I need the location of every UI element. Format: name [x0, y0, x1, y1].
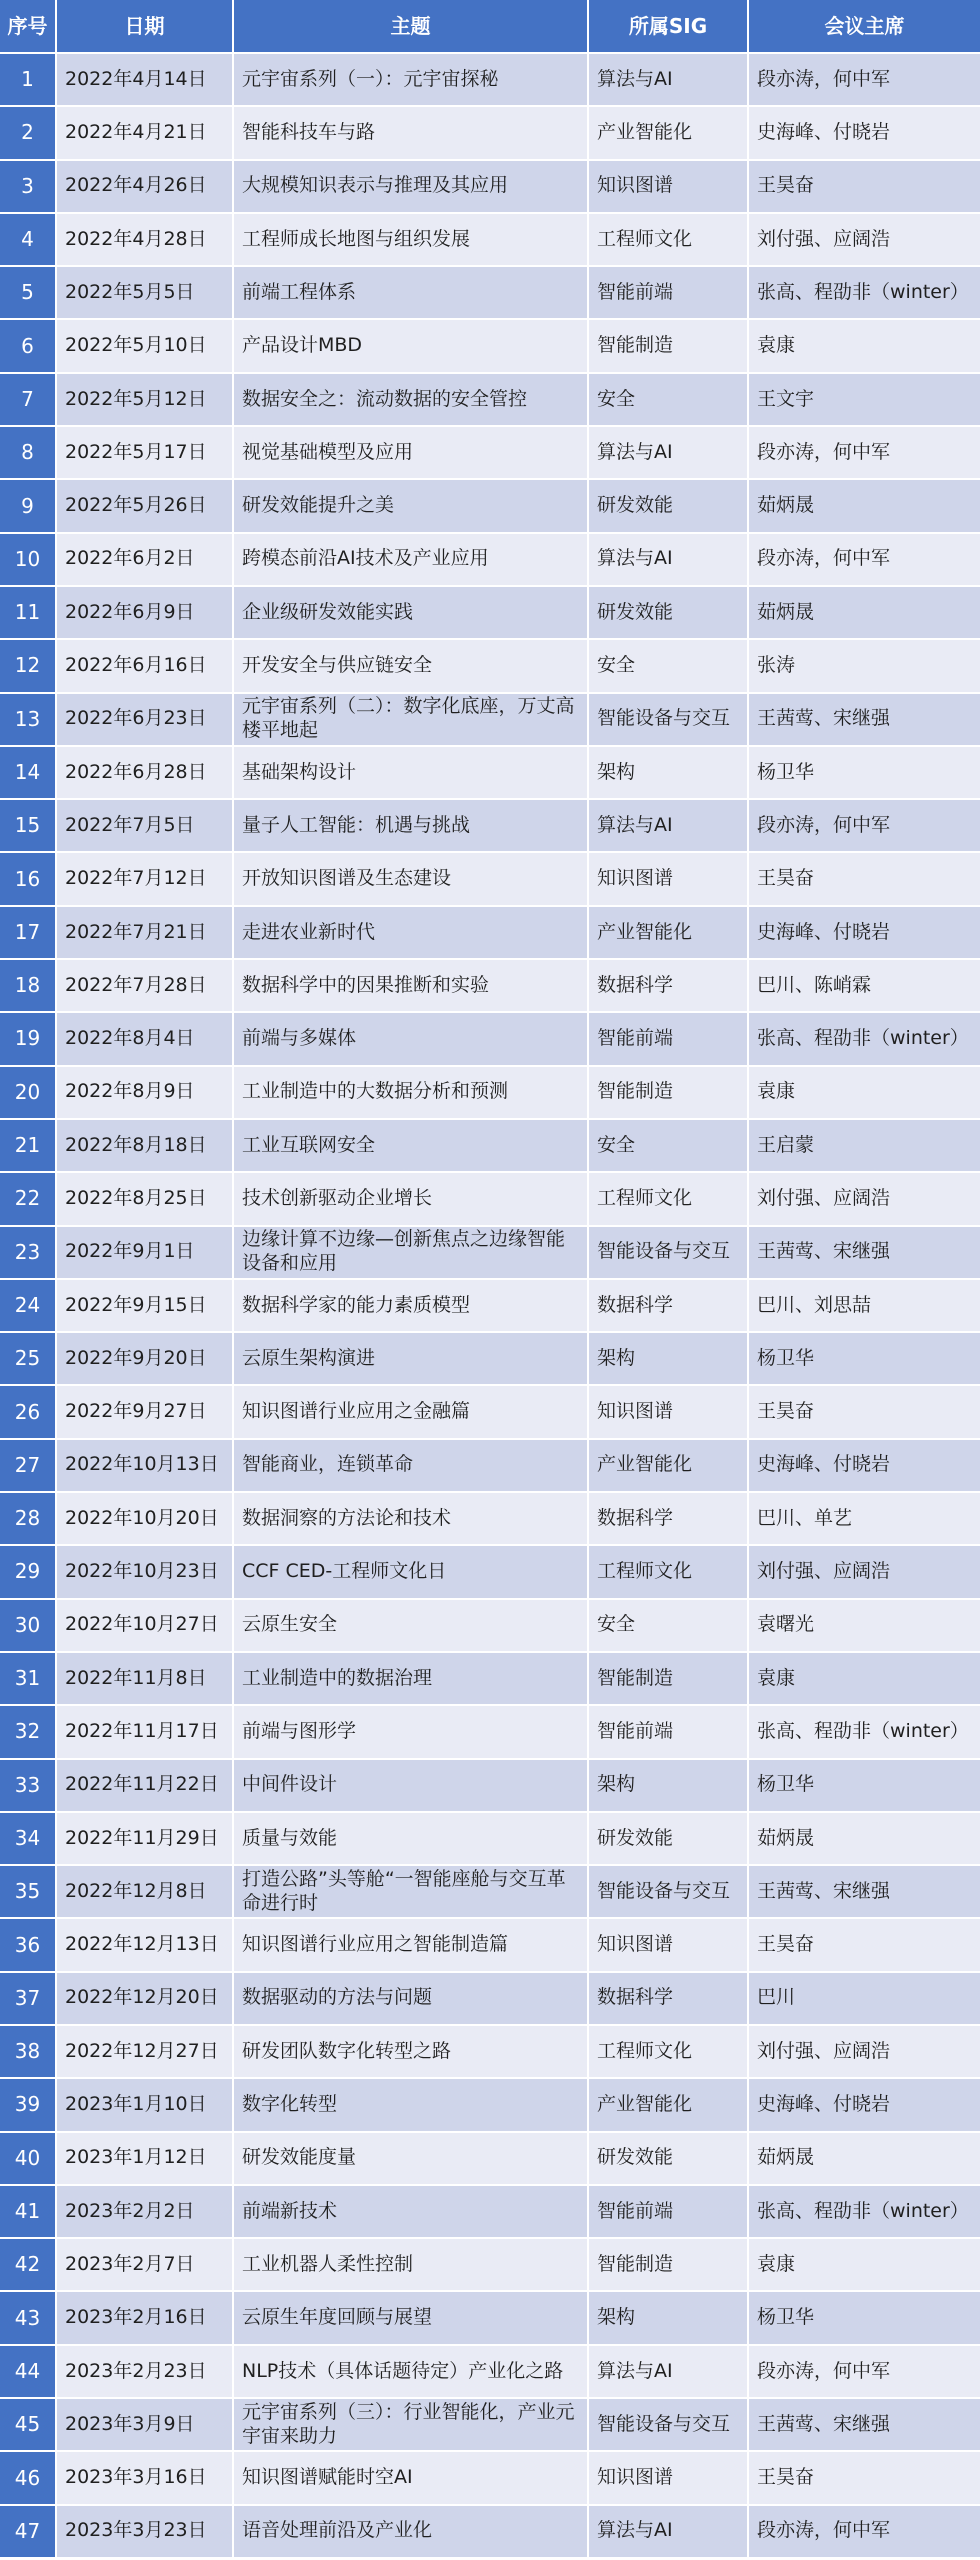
- row-topic: 开放知识图谱及生态建设: [234, 853, 589, 906]
- row-sig: 数据科学: [589, 960, 749, 1013]
- row-chair: 王昊奋: [749, 1919, 980, 1972]
- row-chair: 王茜莺、宋继强: [749, 2399, 980, 2452]
- row-topic: 知识图谱行业应用之智能制造篇: [234, 1919, 589, 1972]
- row-topic: 数据科学家的能力素质模型: [234, 1280, 589, 1333]
- header-sig: 所属SIG: [589, 0, 749, 54]
- table-row: [0, 2292, 980, 2345]
- row-chair: 袁康: [749, 1653, 980, 1706]
- row-topic: 云原生架构演进: [234, 1333, 589, 1386]
- row-chair: 刘付强、应阔浩: [749, 214, 980, 267]
- row-chair: 史海峰、付晓岩: [749, 1440, 980, 1493]
- row-topic: 工业制造中的数据治理: [234, 1653, 589, 1706]
- row-chair: 段亦涛，何中军: [749, 54, 980, 107]
- row-chair: 王茜莺、宋继强: [749, 1866, 980, 1919]
- row-topic: 知识图谱赋能时空AI: [234, 2452, 589, 2505]
- row-chair: 段亦涛，何中军: [749, 427, 980, 480]
- row-topic: 量子人工智能：机遇与挑战: [234, 800, 589, 853]
- row-topic: 数据驱动的方法与问题: [234, 1973, 589, 2026]
- row-date: 2022年12月8日: [57, 1866, 234, 1919]
- row-chair: 茹炳晟: [749, 2133, 980, 2186]
- row-sig: 知识图谱: [589, 2452, 749, 2505]
- row-sig: 智能前端: [589, 1013, 749, 1066]
- row-index: 23: [0, 1227, 57, 1280]
- row-date: 2022年4月28日: [57, 214, 234, 267]
- row-date: 2022年8月25日: [57, 1173, 234, 1226]
- row-date: 2023年2月7日: [57, 2239, 234, 2292]
- row-chair: 袁康: [749, 2239, 980, 2292]
- table-row: [0, 2399, 980, 2452]
- row-sig: 算法与AI: [589, 427, 749, 480]
- table-row: [0, 1280, 980, 1333]
- row-date: 2023年2月23日: [57, 2346, 234, 2399]
- row-index: 45: [0, 2399, 57, 2452]
- row-index: 15: [0, 800, 57, 853]
- table-row: [0, 1919, 980, 1972]
- row-topic: 研发效能提升之美: [234, 480, 589, 533]
- row-topic: 前端与图形学: [234, 1706, 589, 1759]
- row-date: 2022年5月12日: [57, 374, 234, 427]
- row-topic: 研发团队数字化转型之路: [234, 2026, 589, 2079]
- row-date: 2022年9月15日: [57, 1280, 234, 1333]
- row-date: 2022年7月21日: [57, 907, 234, 960]
- row-sig: 架构: [589, 1760, 749, 1813]
- row-date: 2022年5月17日: [57, 427, 234, 480]
- row-index: 44: [0, 2346, 57, 2399]
- table-row: [0, 427, 980, 480]
- row-date: 2022年4月26日: [57, 161, 234, 214]
- table-row: [0, 1227, 980, 1280]
- row-sig: 安全: [589, 1120, 749, 1173]
- row-topic: 知识图谱行业应用之金融篇: [234, 1386, 589, 1439]
- table-body: [0, 54, 980, 2559]
- row-date: 2023年2月16日: [57, 2292, 234, 2345]
- row-date: 2023年2月2日: [57, 2186, 234, 2239]
- row-topic: 边缘计算不边缘—创新焦点之边缘智能设备和应用: [234, 1227, 589, 1280]
- row-topic: 企业级研发效能实践: [234, 587, 589, 640]
- table-row: [0, 587, 980, 640]
- row-date: 2022年8月4日: [57, 1013, 234, 1066]
- row-index: 29: [0, 1546, 57, 1599]
- row-topic: 跨模态前沿AI技术及产业应用: [234, 534, 589, 587]
- header-topic: 主题: [234, 0, 589, 54]
- row-chair: 段亦涛，何中军: [749, 800, 980, 853]
- row-index: 46: [0, 2452, 57, 2505]
- row-sig: 工程师文化: [589, 2026, 749, 2079]
- row-index: 14: [0, 747, 57, 800]
- row-topic: 元宇宙系列（一）：元宇宙探秘: [234, 54, 589, 107]
- row-date: 2022年10月20日: [57, 1493, 234, 1546]
- table-row: [0, 1760, 980, 1813]
- row-topic: 质量与效能: [234, 1813, 589, 1866]
- table-row: [0, 2506, 980, 2559]
- row-sig: 安全: [589, 640, 749, 693]
- row-sig: 产业智能化: [589, 907, 749, 960]
- row-date: 2022年4月14日: [57, 54, 234, 107]
- table-header-row: [0, 0, 980, 54]
- row-topic: 工业制造中的大数据分析和预测: [234, 1067, 589, 1120]
- row-date: 2023年1月10日: [57, 2079, 234, 2132]
- row-topic: 工业机器人柔性控制: [234, 2239, 589, 2292]
- row-index: 34: [0, 1813, 57, 1866]
- row-index: 11: [0, 587, 57, 640]
- row-topic: 前端工程体系: [234, 267, 589, 320]
- table-row: [0, 1120, 980, 1173]
- row-topic: 技术创新驱动企业增长: [234, 1173, 589, 1226]
- header-index: 序号: [0, 0, 57, 54]
- row-topic: 工业互联网安全: [234, 1120, 589, 1173]
- row-sig: 算法与AI: [589, 2506, 749, 2559]
- row-date: 2023年3月23日: [57, 2506, 234, 2559]
- row-sig: 智能制造: [589, 1653, 749, 1706]
- row-topic: 云原生年度回顾与展望: [234, 2292, 589, 2345]
- row-index: 21: [0, 1120, 57, 1173]
- row-chair: 张高、程劭非（winter）: [749, 267, 980, 320]
- row-date: 2022年6月9日: [57, 587, 234, 640]
- row-topic: 数据洞察的方法论和技术: [234, 1493, 589, 1546]
- row-date: 2022年6月2日: [57, 534, 234, 587]
- row-index: 17: [0, 907, 57, 960]
- row-date: 2022年6月28日: [57, 747, 234, 800]
- row-topic: 产品设计MBD: [234, 320, 589, 373]
- row-index: 7: [0, 374, 57, 427]
- row-topic: 前端新技术: [234, 2186, 589, 2239]
- row-sig: 数据科学: [589, 1973, 749, 2026]
- row-sig: 数据科学: [589, 1280, 749, 1333]
- row-topic: 研发效能度量: [234, 2133, 589, 2186]
- row-sig: 算法与AI: [589, 54, 749, 107]
- row-topic: 智能科技车与路: [234, 107, 589, 160]
- row-date: 2023年3月9日: [57, 2399, 234, 2452]
- row-chair: 巴川: [749, 1973, 980, 2026]
- row-topic: 智能商业，连锁革命: [234, 1440, 589, 1493]
- row-index: 1: [0, 54, 57, 107]
- table-row: [0, 1706, 980, 1759]
- row-date: 2022年12月13日: [57, 1919, 234, 1972]
- table-row: [0, 1013, 980, 1066]
- row-topic: 基础架构设计: [234, 747, 589, 800]
- row-topic: 数字化转型: [234, 2079, 589, 2132]
- row-sig: 架构: [589, 1333, 749, 1386]
- table-row: [0, 480, 980, 533]
- row-date: 2022年8月18日: [57, 1120, 234, 1173]
- row-date: 2022年5月10日: [57, 320, 234, 373]
- row-topic: 大规模知识表示与推理及其应用: [234, 161, 589, 214]
- row-index: 31: [0, 1653, 57, 1706]
- row-sig: 数据科学: [589, 1493, 749, 1546]
- table-row: [0, 747, 980, 800]
- row-index: 26: [0, 1386, 57, 1439]
- row-chair: 刘付强、应阔浩: [749, 1546, 980, 1599]
- row-chair: 袁康: [749, 320, 980, 373]
- row-index: 8: [0, 427, 57, 480]
- row-sig: 智能前端: [589, 1706, 749, 1759]
- row-index: 32: [0, 1706, 57, 1759]
- row-index: 33: [0, 1760, 57, 1813]
- table-row: [0, 2133, 980, 2186]
- row-index: 28: [0, 1493, 57, 1546]
- table-row: [0, 54, 980, 107]
- table-row: [0, 320, 980, 373]
- table-row: [0, 694, 980, 747]
- row-index: 4: [0, 214, 57, 267]
- table-row: [0, 1173, 980, 1226]
- row-sig: 研发效能: [589, 1813, 749, 1866]
- row-chair: 段亦涛，何中军: [749, 534, 980, 587]
- row-date: 2022年9月27日: [57, 1386, 234, 1439]
- row-chair: 袁康: [749, 1067, 980, 1120]
- row-topic: 中间件设计: [234, 1760, 589, 1813]
- table-row: [0, 374, 980, 427]
- row-sig: 研发效能: [589, 2133, 749, 2186]
- row-date: 2022年12月27日: [57, 2026, 234, 2079]
- row-index: 36: [0, 1919, 57, 1972]
- row-date: 2022年6月16日: [57, 640, 234, 693]
- row-topic: 云原生安全: [234, 1600, 589, 1653]
- row-chair: 张高、程劭非（winter）: [749, 1706, 980, 1759]
- table-row: [0, 853, 980, 906]
- table-row: [0, 2186, 980, 2239]
- row-sig: 知识图谱: [589, 1386, 749, 1439]
- table-row: [0, 214, 980, 267]
- row-date: 2022年11月22日: [57, 1760, 234, 1813]
- row-sig: 研发效能: [589, 480, 749, 533]
- table-row: [0, 2026, 980, 2079]
- table-row: [0, 960, 980, 1013]
- header-date: 日期: [57, 0, 234, 54]
- table-row: [0, 1386, 980, 1439]
- row-date: 2022年11月8日: [57, 1653, 234, 1706]
- row-chair: 杨卫华: [749, 1760, 980, 1813]
- row-sig: 知识图谱: [589, 161, 749, 214]
- table-row: [0, 2346, 980, 2399]
- table-row: [0, 1973, 980, 2026]
- table-row: [0, 534, 980, 587]
- row-sig: 产业智能化: [589, 2079, 749, 2132]
- table-row: [0, 1866, 980, 1919]
- table-row: [0, 2452, 980, 2505]
- row-date: 2022年7月5日: [57, 800, 234, 853]
- row-date: 2022年9月20日: [57, 1333, 234, 1386]
- row-index: 12: [0, 640, 57, 693]
- row-sig: 知识图谱: [589, 1919, 749, 1972]
- table-row: [0, 2079, 980, 2132]
- row-index: 9: [0, 480, 57, 533]
- table-row: [0, 1600, 980, 1653]
- row-topic: 元宇宙系列（三）：行业智能化，产业元宇宙来助力: [234, 2399, 589, 2452]
- row-topic: 走进农业新时代: [234, 907, 589, 960]
- row-topic: 语音处理前沿及产业化: [234, 2506, 589, 2559]
- row-sig: 智能制造: [589, 2239, 749, 2292]
- row-topic: CCF CED-工程师文化日: [234, 1546, 589, 1599]
- row-index: 42: [0, 2239, 57, 2292]
- row-index: 22: [0, 1173, 57, 1226]
- row-index: 25: [0, 1333, 57, 1386]
- row-index: 20: [0, 1067, 57, 1120]
- row-date: 2023年1月12日: [57, 2133, 234, 2186]
- row-chair: 杨卫华: [749, 747, 980, 800]
- row-topic: 视觉基础模型及应用: [234, 427, 589, 480]
- row-topic: 元宇宙系列（二）：数字化底座，万丈高楼平地起: [234, 694, 589, 747]
- row-chair: 王昊奋: [749, 161, 980, 214]
- row-chair: 袁曙光: [749, 1600, 980, 1653]
- row-sig: 产业智能化: [589, 1440, 749, 1493]
- row-chair: 杨卫华: [749, 2292, 980, 2345]
- row-topic: 数据安全之：流动数据的安全管控: [234, 374, 589, 427]
- row-sig: 工程师文化: [589, 1173, 749, 1226]
- row-index: 39: [0, 2079, 57, 2132]
- row-chair: 段亦涛，何中军: [749, 2506, 980, 2559]
- table-row: [0, 907, 980, 960]
- row-chair: 张高、程劭非（winter）: [749, 2186, 980, 2239]
- row-index: 24: [0, 1280, 57, 1333]
- row-index: 43: [0, 2292, 57, 2345]
- row-topic: NLP技术（具体话题待定）产业化之路: [234, 2346, 589, 2399]
- row-chair: 王昊奋: [749, 1386, 980, 1439]
- row-chair: 张高、程劭非（winter）: [749, 1013, 980, 1066]
- row-date: 2022年6月23日: [57, 694, 234, 747]
- row-index: 3: [0, 161, 57, 214]
- row-date: 2022年10月27日: [57, 1600, 234, 1653]
- table-row: [0, 800, 980, 853]
- table-row: [0, 1067, 980, 1120]
- row-sig: 产业智能化: [589, 107, 749, 160]
- row-date: 2022年11月29日: [57, 1813, 234, 1866]
- row-topic: 数据科学中的因果推断和实验: [234, 960, 589, 1013]
- row-index: 2: [0, 107, 57, 160]
- row-chair: 刘付强、应阔浩: [749, 1173, 980, 1226]
- table-row: [0, 640, 980, 693]
- row-chair: 王昊奋: [749, 2452, 980, 2505]
- row-index: 38: [0, 2026, 57, 2079]
- table-row: [0, 1653, 980, 1706]
- row-index: 10: [0, 534, 57, 587]
- row-index: 6: [0, 320, 57, 373]
- row-sig: 智能设备与交互: [589, 694, 749, 747]
- row-sig: 架构: [589, 2292, 749, 2345]
- table-row: [0, 161, 980, 214]
- row-chair: 茹炳晟: [749, 480, 980, 533]
- row-chair: 王文宇: [749, 374, 980, 427]
- row-date: 2022年12月20日: [57, 1973, 234, 2026]
- table-row: [0, 1440, 980, 1493]
- row-sig: 智能制造: [589, 320, 749, 373]
- row-sig: 研发效能: [589, 587, 749, 640]
- row-index: 37: [0, 1973, 57, 2026]
- row-index: 18: [0, 960, 57, 1013]
- table-row: [0, 267, 980, 320]
- row-chair: 张涛: [749, 640, 980, 693]
- row-chair: 刘付强、应阔浩: [749, 2026, 980, 2079]
- row-index: 30: [0, 1600, 57, 1653]
- row-chair: 茹炳晟: [749, 1813, 980, 1866]
- row-date: 2022年10月23日: [57, 1546, 234, 1599]
- table-row: [0, 107, 980, 160]
- row-index: 47: [0, 2506, 57, 2559]
- row-chair: 王昊奋: [749, 853, 980, 906]
- row-chair: 王启蒙: [749, 1120, 980, 1173]
- row-chair: 史海峰、付晓岩: [749, 107, 980, 160]
- row-topic: 前端与多媒体: [234, 1013, 589, 1066]
- row-topic: 打造公路”头等舱“一智能座舱与交互革命进行时: [234, 1866, 589, 1919]
- row-date: 2023年3月16日: [57, 2452, 234, 2505]
- row-date: 2022年4月21日: [57, 107, 234, 160]
- row-chair: 茹炳晟: [749, 587, 980, 640]
- row-date: 2022年7月28日: [57, 960, 234, 1013]
- row-date: 2022年10月13日: [57, 1440, 234, 1493]
- row-chair: 巴川、单艺: [749, 1493, 980, 1546]
- row-sig: 安全: [589, 1600, 749, 1653]
- row-chair: 巴川、陈峭霖: [749, 960, 980, 1013]
- row-sig: 智能制造: [589, 1067, 749, 1120]
- row-sig: 算法与AI: [589, 800, 749, 853]
- row-chair: 王茜莺、宋继强: [749, 1227, 980, 1280]
- table-row: [0, 1493, 980, 1546]
- row-date: 2022年7月12日: [57, 853, 234, 906]
- header-chair: 会议主席: [749, 0, 980, 54]
- table-row: [0, 2239, 980, 2292]
- row-date: 2022年9月1日: [57, 1227, 234, 1280]
- row-topic: 工程师成长地图与组织发展: [234, 214, 589, 267]
- row-date: 2022年8月9日: [57, 1067, 234, 1120]
- row-chair: 史海峰、付晓岩: [749, 2079, 980, 2132]
- row-index: 13: [0, 694, 57, 747]
- row-sig: 智能前端: [589, 267, 749, 320]
- row-index: 41: [0, 2186, 57, 2239]
- row-sig: 智能前端: [589, 2186, 749, 2239]
- row-index: 27: [0, 1440, 57, 1493]
- row-date: 2022年5月5日: [57, 267, 234, 320]
- table-row: [0, 1333, 980, 1386]
- row-sig: 工程师文化: [589, 214, 749, 267]
- row-sig: 智能设备与交互: [589, 1227, 749, 1280]
- row-chair: 杨卫华: [749, 1333, 980, 1386]
- row-index: 40: [0, 2133, 57, 2186]
- row-sig: 算法与AI: [589, 534, 749, 587]
- row-sig: 安全: [589, 374, 749, 427]
- row-chair: 王茜莺、宋继强: [749, 694, 980, 747]
- row-chair: 段亦涛，何中军: [749, 2346, 980, 2399]
- row-index: 35: [0, 1866, 57, 1919]
- row-chair: 史海峰、付晓岩: [749, 907, 980, 960]
- row-date: 2022年5月26日: [57, 480, 234, 533]
- table-row: [0, 1546, 980, 1599]
- row-index: 19: [0, 1013, 57, 1066]
- row-sig: 智能设备与交互: [589, 1866, 749, 1919]
- row-date: 2022年11月17日: [57, 1706, 234, 1759]
- row-sig: 算法与AI: [589, 2346, 749, 2399]
- row-sig: 架构: [589, 747, 749, 800]
- row-index: 5: [0, 267, 57, 320]
- row-index: 16: [0, 853, 57, 906]
- table-row: [0, 1813, 980, 1866]
- row-sig: 知识图谱: [589, 853, 749, 906]
- row-sig: 工程师文化: [589, 1546, 749, 1599]
- row-sig: 智能设备与交互: [589, 2399, 749, 2452]
- row-topic: 开发安全与供应链安全: [234, 640, 589, 693]
- row-chair: 巴川、刘思喆: [749, 1280, 980, 1333]
